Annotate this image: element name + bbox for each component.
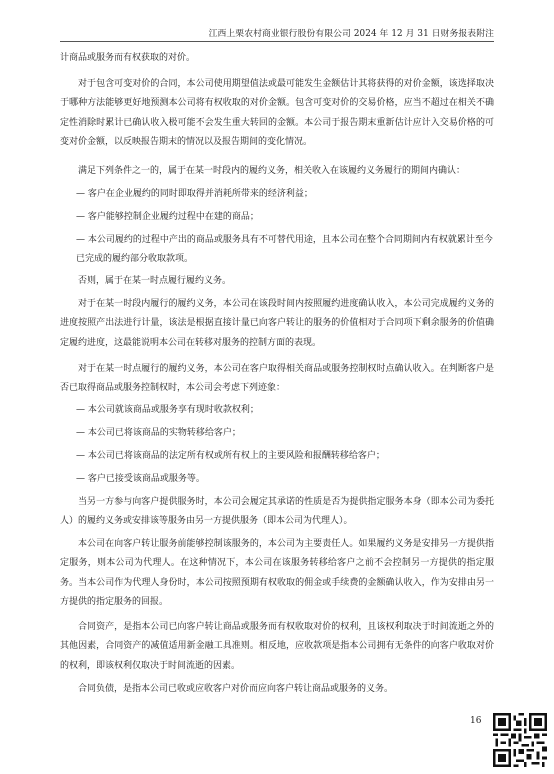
- bullet-item: — 本公司履约的过程中产出的商品或服务具有不可替代用途，且本公司在整个合同期间内有权就累计至今已完成的履约部分收取款项。: [76, 235, 493, 265]
- bullet-item: — 本公司已将该商品的实物转移给客户；: [76, 428, 241, 438]
- bullet-item: — 客户能够控制企业履约过程中在建的商品；: [76, 212, 259, 222]
- paragraph-progress-measure: 对于在某一时段内履行的履约义务，本公司在该段时间内按照履约进度确认收入，本公司完成履约义务的进度按照产出法进行计量，该法是根据直接计量已向客户转让的服务的价值相对于合同项下剩余服务的价值确定履约进度，这最能说明本公司在转移对服务的控制方面的表现。: [60, 299, 494, 348]
- paragraph-principal-agent: 当另一方参与向客户提供服务时，本公司会履定其承诺的性质是否为提供指定服务本身（即本公司为委托人）的履约义务或安排该等服务由另一方提供服务（即本公司为代理人）。: [60, 497, 494, 527]
- paragraph-continuation: 计商品或服务而有权获取的对价。: [60, 53, 196, 63]
- paragraph-agent-role: 本公司在向客户转让服务前能够控制该服务的，本公司为主要责任人。如果履约义务是安排另一方提供指定服务，则本公司为代理人。在这种情况下，本公司在该服务转移给客户之前不会控制另一方提供的指定服务。当本公司作为代理人身份时，本公司按照预期有权收取的佣金或手续费的金额确认收入，作为安排由另一方提供的指定服务的回报。: [60, 539, 494, 607]
- page-number: 16: [470, 716, 482, 726]
- bullet-item: — 本公司就该商品或服务享有现时收款权利；: [76, 405, 259, 415]
- header-divider: [60, 41, 494, 42]
- paragraph-over-time-conditions: 满足下列条件之一的，属于在某一时段内的履约义务，相关收入在该履约义务履行的期间内确认：: [78, 166, 466, 176]
- page-header: 江西上栗农村商业银行股份有限公司 2024 年 12 月 31 日财务报表附注: [208, 29, 494, 39]
- bullet-item: — 客户在企业履约的同时即取得并消耗所带来的经济利益；: [76, 189, 313, 199]
- qr-code-icon: [493, 713, 547, 767]
- paragraph-variable-consideration: 对于包含可变对价的合同，本公司使用期望值法或最可能发生金额估计其将获得的对价金额，该选择取决于哪种方法能够更好地预测本公司将有权收取的对价金额。包含可变对价的交易价格，应当不超过在相关不确定性消除时累计已确认收入极可能不会发生重大转回的金额。本公司于报告期末重新估计应计入交易价格的可变对价金额，以反映报告期末的情况以及报告期间的变化情况。: [60, 79, 494, 147]
- bullet-item: — 客户已接受该商品或服务等。: [76, 474, 205, 484]
- paragraph-control-indicators: 对于在某一时点履行的履约义务，本公司在客户取得相关商品或服务控制权时点确认收入。在判断客户是否已取得商品或服务控制权时，本公司会考虑下列迹象：: [60, 364, 494, 394]
- paragraph-contract-assets: 合同资产，是指本公司已向客户转让商品或服务而有权收取对价的权利，且该权利取决于时间流逝之外的其他因素，合同资产的减值适用新金融工具准则。相反地，应收款项是指本公司拥有无条件的向客户收取对价的权利，即该权利仅取决于时间流逝的因素。: [60, 622, 494, 671]
- bullet-item: — 本公司已将该商品的法定所有权或所有权上的主要风险和报酬转移给客户；: [76, 451, 385, 461]
- paragraph-point-in-time: 否则，属于在某一时点履行履约义务。: [78, 276, 232, 286]
- paragraph-contract-liabilities: 合同负债，是指本公司已收或应收客户对价而应向客户转让商品或服务的义务。: [78, 684, 394, 694]
